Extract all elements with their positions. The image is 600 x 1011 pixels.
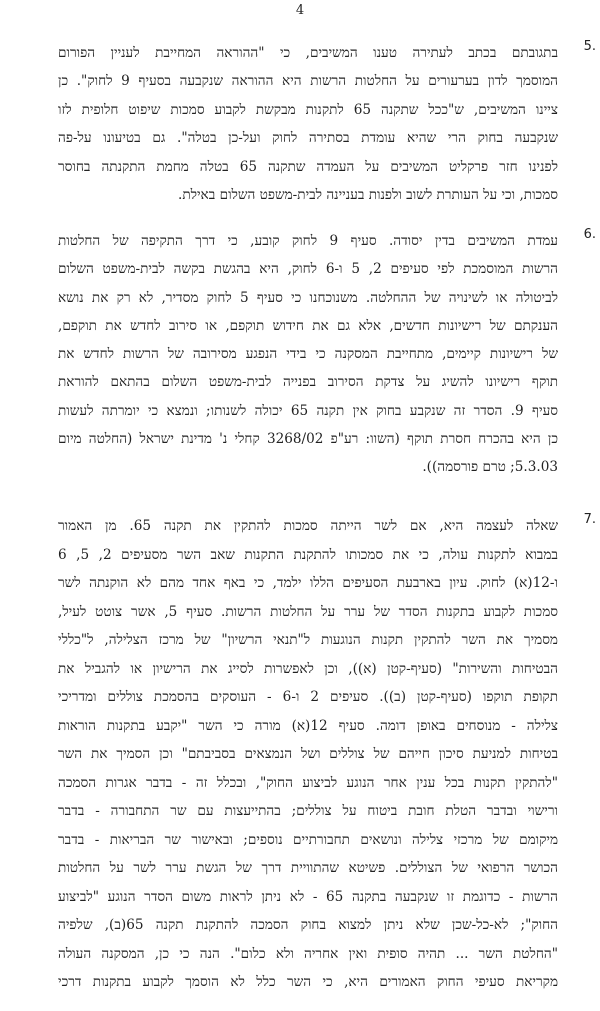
text-line: ו-12(א) לחוק. עיון בארבעת הסעיפים הללו ילמד, כי באף אחד מהם לא הוקנתה לשר: [58, 575, 558, 591]
text-line: הרשות המוסמכת לפי סעיפים 2, 5 ו-6 לחוק, היא בהגשת בקשה לבית-משפט השלום: [58, 261, 558, 278]
text-line: לפנינו חזר פרקליט המשיבים על העמדה שתקנה 65 בטלה מחמת התקנתה בחוסר: [58, 158, 558, 175]
text-line: לביטולה או לשינויה של ההחלטה. משנוכחנו כי סעיף 5 לחוק מסדיר, לא רק את נושא: [58, 289, 558, 306]
text-line: בטיחות למניעת סיכון חייהם של צוללים ושל הנמצאים בסביבתם" וכן הסמיך את השר: [58, 746, 558, 762]
text-line: תוקף רישיונו להשיג על צדקת הסירוב בפנייה לבית-משפט השלום בהתאם להוראת: [58, 374, 558, 391]
text-line: תקופת תוקפו (סעיף-קטן (ב)). סעיפים 2 ו-6 - העוסקים בהסמכת צוללים ומדריכי: [58, 689, 558, 705]
text-line: סמכות לקבוע בתקנות הסדר של ערר על החלטות הרשות. סעיף 5, אשר צוטט לעיל,: [58, 603, 558, 620]
text-line: 5.3.03; טרם פורסמה)).: [422, 459, 558, 476]
text-line: סעיף 9. הסדר זה שנקבע בחוק אין תקנה 65 יכולה לשנותו; ונמצא כי יומרתה לעשות: [58, 402, 558, 419]
text-line: ציינו המשיבים, ש"ככל שתקנה 65 לתקנות מבקשת לקבוע סמכות שיפוט חלופית לזו: [58, 101, 558, 118]
text-line: שאלה לעצמה היא, אם לשר הייתה סמכות להתקין את תקנה 65. מן האמור: [58, 518, 558, 534]
text-line: "החלטת השר ... תהיה סופית ואין אחריה ולא כלום". הנה כי כן, המסקנה העולה: [58, 945, 558, 962]
text-line: הרשות - כדוגמת זו שנקבעה בתקנה 65 - לא ניתן לראות משום הסדר הנוגע "לביצוע: [58, 888, 558, 905]
paragraph-number: 5.: [583, 39, 596, 54]
text-line: "להתקין תקנות בכל ענין אחר הנוגע לביצוע החוק", ובכלל זה - בדבר אגרות הסמכה: [58, 774, 558, 791]
text-line: ורישוי ובדבר הטלת חובת ביטוח על צוללים; בהתייעצות עם שר התחבורה - בדבר: [58, 803, 558, 819]
text-line: מיקומם של מרכזי צלילה ונושאים תחבורתיים נוספים; ובאישור שר הבריאות - בדבר: [58, 831, 558, 848]
text-line: מסמיך את השר להתקין תקנות הנוגעות ל"תנאי הרשיון" של מרכז הצלילה, ל"כללי: [58, 632, 558, 648]
paragraph-6: [58, 227, 596, 482]
text-line: הבטיחות והשירות" (סעיף-קטן (א)), וכן לאפשרות לסייג את הרישיון או להגביל את: [58, 660, 558, 677]
page-number: 4: [295, 3, 305, 18]
text-line: כן היא בהכרח חסרת תוקף (השוו: רע"פ 3268/02 קחלי נ' מדינת ישראל (החלטה מיום: [58, 431, 558, 448]
text-line: הענקתם של רישיונות חדשים, אלא גם את חידוש תוקפם, או סירוב לחדש את תוקפם,: [58, 317, 558, 334]
text-line: במבוא לתקנות עולה, כי את סמכותו להתקנת התקנות שאב השר מסעיפים 2, 5, 6: [58, 546, 558, 563]
text-line: סמכות, וכי על העותרת לשוב ולפנות בעניינה לבית-משפט השלום באילת.: [178, 186, 558, 203]
text-line: מקריאת סעיפי החוק האמורים היא, כי השר כלל לא הוסמך לקבוע בתקנות דרכי: [58, 974, 558, 990]
text-line: עמדת המשיבים בדין יסודה. סעיף 9 לחוק קובע, כי דרך התקיפה של החלטות: [58, 233, 558, 249]
text-line: בתגובתם בכתב לעתירה טענו המשיבים, כי "ההוראה המחייבת לעניין הפורום: [58, 45, 558, 61]
text-line: שנקבעה בחוק הרי שהיא עומדת בסתירה לחוק ועל-כן בטלה". גם בטיעונו על-פה: [58, 130, 558, 147]
text-line: צלילה - מנוסחים באופן דומה. סעיף 12(א) מורה כי השר "יקבע בתקנות הוראות: [58, 717, 558, 734]
text-line: של רישיונות קיימים, מתחייבת המסקנה כי בידי הנפגע מסירובה של הרשות לחדש את: [58, 346, 558, 363]
text-line: הכושר הרפואי של הצוללים. פשיטא שהתוויית דרך של הגשת ערר לשר על החלטות: [58, 860, 558, 876]
paragraph-number: 6.: [583, 227, 596, 242]
paragraph-7: [58, 512, 596, 997]
paragraph-number: 7.: [583, 512, 596, 527]
text-line: החוק"; לא-כל-שכן שלא ניתן למצוא בחוק הסמכה להתקנת תקנה 65(ב), שלפיה: [58, 917, 558, 933]
paragraph-5: [58, 39, 596, 209]
text-line: המוסמך לדון בערעורים על החלטות הרשות היא ההוראה שנקבעה בסעיף 9 לחוק". כן: [58, 73, 558, 90]
